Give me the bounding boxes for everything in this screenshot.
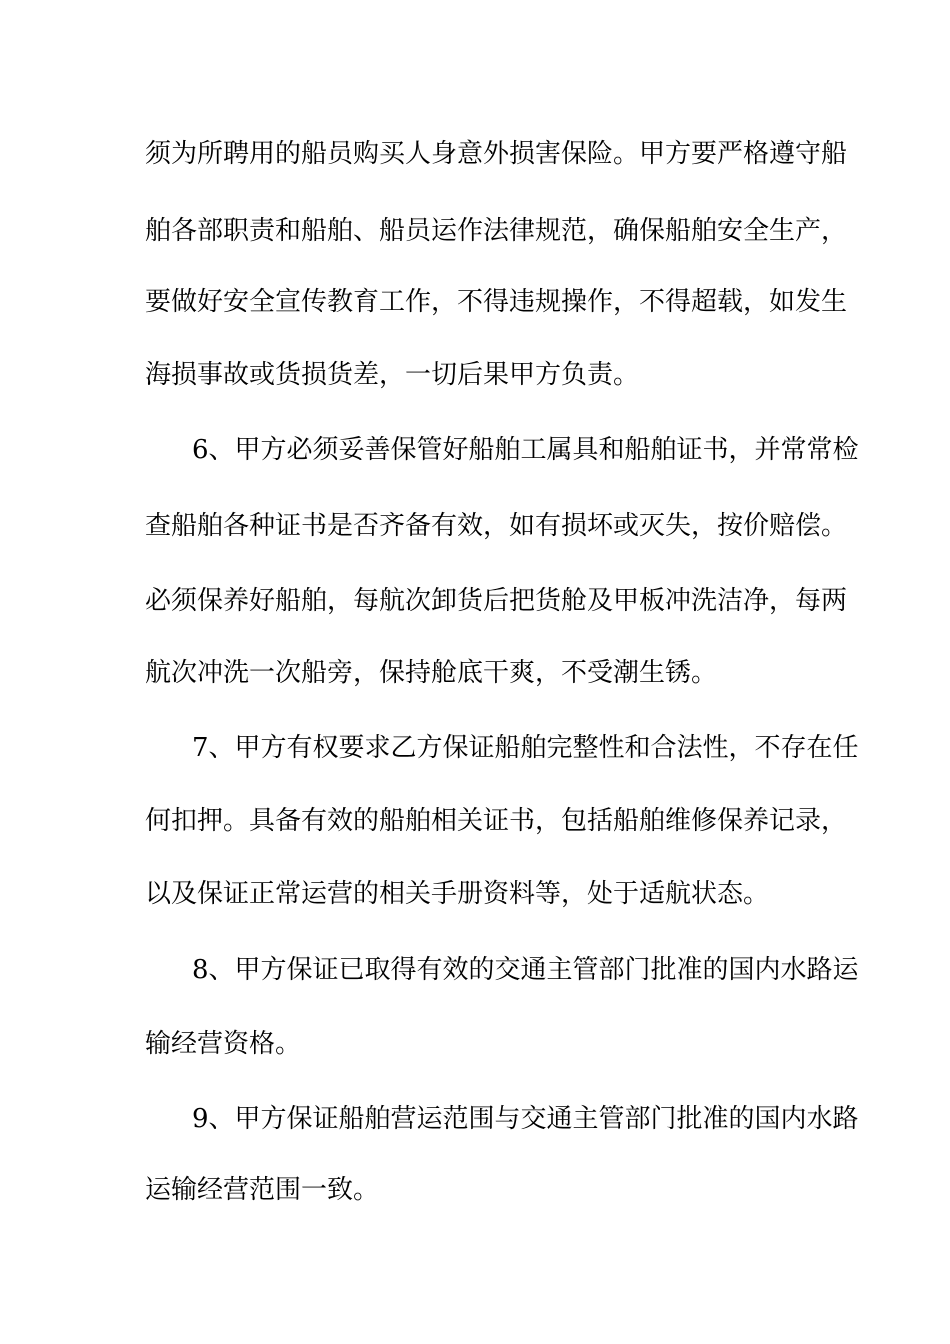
paragraph-6-line-4: 航次冲洗一次船旁，保持舱底干爽，不受潮生锈。 <box>145 658 718 688</box>
paragraph-7-line-2: 何扣押。具备有效的船舶相关证书，包括船舶维修保养记录， <box>145 806 848 836</box>
paragraph-5-line-4: 海损事故或货损货差，一切后果甲方负责。 <box>145 360 640 390</box>
paragraph-8-line-1: 8、甲方保证已取得有效的交通主管部门批准的国内水路运 <box>192 955 859 985</box>
paragraph-8-line-2: 输经营资格。 <box>145 1029 302 1059</box>
paragraph-5-line-3: 要做好安全宣传教育工作，不得违规操作，不得超载，如发生 <box>145 287 848 317</box>
paragraph-9-line-2: 运输经营范围一致。 <box>145 1175 380 1205</box>
paragraph-7-line-1: 7、甲方有权要求乙方保证船舶完整性和合法性，不存在任 <box>192 733 859 763</box>
paragraph-7-line-3: 以及保证正常运营的相关手册资料等，处于适航状态。 <box>145 879 770 909</box>
paragraph-6-line-2: 查船舶各种证书是否齐备有效，如有损坏或灭失，按价赔偿。 <box>145 511 848 541</box>
paragraph-5-line-2: 舶各部职责和船舶、船员运作法律规范，确保船舶安全生产， <box>145 216 848 246</box>
paragraph-6-line-1: 6、甲方必须妥善保管好船舶工属具和船舶证书，并常常检 <box>192 435 859 465</box>
paragraph-5-line-1: 须为所聘用的船员购买人身意外损害保险。甲方要严格遵守船 <box>145 139 848 169</box>
paragraph-9-line-1: 9、甲方保证船舶营运范围与交通主管部门批准的国内水路 <box>192 1104 859 1134</box>
paragraph-6-line-3: 必须保养好船舶，每航次卸货后把货舱及甲板冲洗洁净，每两 <box>145 586 848 616</box>
